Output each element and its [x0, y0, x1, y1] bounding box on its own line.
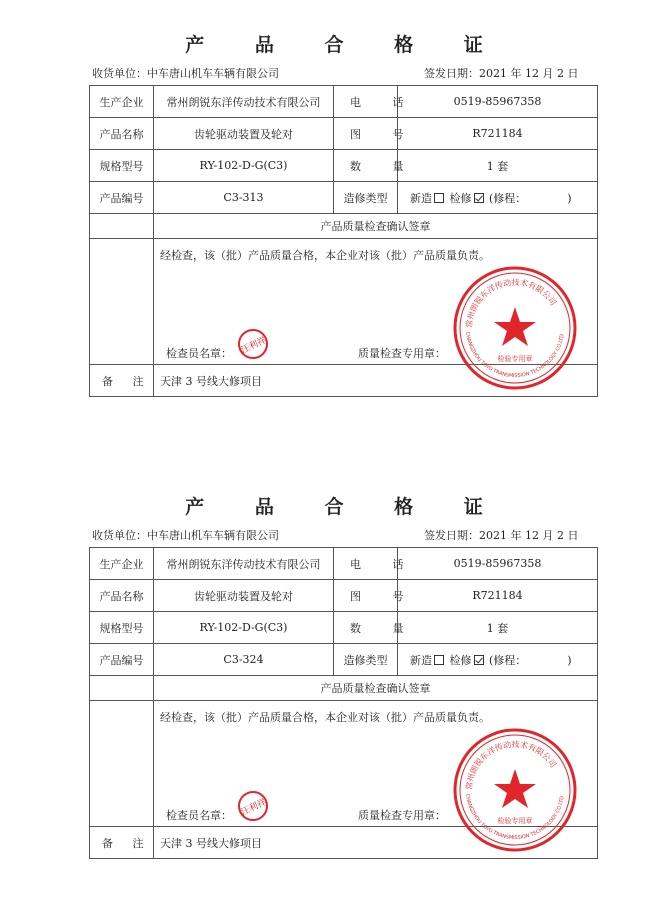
svg-text:汪利祥: 汪利祥 — [239, 335, 269, 357]
quality-statement: 经检查，该（批）产品质量合格，本企业对该（批）产品质量负责。 — [160, 249, 490, 262]
remark-value: 天津 3 号线大修项目 — [154, 365, 598, 397]
table-row — [90, 548, 598, 580]
table-row — [90, 580, 598, 612]
product-name-label: 产品名称 — [90, 580, 154, 612]
recipient-line — [92, 527, 279, 543]
overhaul-checkbox — [474, 655, 484, 665]
company-seal — [452, 727, 578, 853]
serial-label: 产品编号 — [90, 644, 154, 676]
quantity-value: 1 套 — [398, 612, 598, 644]
serial-label: 产品编号 — [90, 182, 154, 214]
table-row — [90, 612, 598, 644]
table-row — [90, 182, 598, 214]
model-value: RY-102-D-G(C3) — [154, 612, 334, 644]
overhaul-label: 检修 — [449, 653, 472, 667]
table-row — [90, 150, 598, 182]
repair-type-value — [398, 182, 598, 214]
repair-process-end: ) — [567, 191, 572, 205]
recipient-label: 收货单位： — [92, 529, 147, 542]
inspector-label: 检查员名章： — [166, 809, 232, 822]
drawing-no-label: 图 号 — [334, 580, 398, 612]
issue-date-label: 签发日期： — [424, 529, 479, 542]
phone-value: 0519-85967358 — [398, 86, 598, 118]
qc-left-spacer — [90, 701, 154, 827]
remark-label: 备 注 — [90, 827, 154, 859]
serial-value: C3-313 — [154, 182, 334, 214]
qc-header: 产品质量检查确认签章 — [154, 214, 598, 239]
model-label: 规格型号 — [90, 612, 154, 644]
new-build-checkbox — [434, 193, 444, 203]
table-row — [90, 676, 598, 701]
remark-value: 天津 3 号线大修项目 — [154, 827, 598, 859]
qc-header-spacer — [90, 676, 154, 701]
company-seal — [452, 265, 578, 391]
qc-seal-label: 质量检查专用章： — [358, 809, 446, 822]
recipient-value: 中车唐山机车车辆有限公司 — [147, 67, 279, 80]
table-row — [90, 214, 598, 239]
issue-date-label: 签发日期： — [424, 67, 479, 80]
manufacturer-label: 生产企业 — [90, 548, 154, 580]
model-value: RY-102-D-G(C3) — [154, 150, 334, 182]
qc-header: 产品质量检查确认签章 — [154, 676, 598, 701]
svg-text:常州朗锐东洋传动技术有限公司: 常州朗锐东洋传动技术有限公司 — [464, 277, 558, 329]
overhaul-label: 检修 — [449, 191, 472, 205]
repair-type-label: 造修类型 — [334, 644, 398, 676]
drawing-no-value: R721184 — [398, 580, 598, 612]
svg-text:检验专用章: 检验专用章 — [497, 355, 533, 363]
repair-process-end: ) — [567, 653, 572, 667]
new-build-label: 新造 — [410, 191, 432, 205]
repair-process-label: (修程： — [489, 191, 527, 205]
repair-process-label: (修程： — [489, 653, 527, 667]
repair-type-label: 造修类型 — [334, 182, 398, 214]
issue-date-value: 2021 年 12 月 2 日 — [479, 529, 579, 542]
manufacturer-label: 生产企业 — [90, 86, 154, 118]
inspector-label: 检查员名章： — [166, 347, 232, 360]
svg-text:CHANGZHOU TOYO TRANSMISSION TE: CHANGZHOU TOYO TRANSMISSION TECHNOLOGY CO.LTD — [464, 331, 566, 380]
remark-label: 备 注 — [90, 365, 154, 397]
manufacturer-value: 常州朗锐东洋传动技术有限公司 — [154, 86, 334, 118]
product-name-value: 齿轮驱动装置及轮对 — [154, 118, 334, 150]
svg-text:常州朗锐东洋传动技术有限公司: 常州朗锐东洋传动技术有限公司 — [464, 739, 558, 791]
inspector-seal — [237, 328, 269, 360]
issue-date-line — [424, 527, 578, 543]
quantity-value: 1 套 — [398, 150, 598, 182]
svg-text:CHANGZHOU TOYO TRANSMISSION TE: CHANGZHOU TOYO TRANSMISSION TECHNOLOGY CO.LTD — [464, 793, 566, 842]
drawing-no-value: R721184 — [398, 118, 598, 150]
phone-label: 电 话 — [334, 548, 398, 580]
table-row — [90, 644, 598, 676]
quantity-label: 数 量 — [334, 612, 398, 644]
table-row — [90, 86, 598, 118]
qc-left-spacer — [90, 239, 154, 365]
table-row — [90, 118, 598, 150]
manufacturer-value: 常州朗锐东洋传动技术有限公司 — [154, 548, 334, 580]
certificate-title: 产 品 合 格 证 — [185, 34, 505, 56]
new-build-checkbox — [434, 655, 444, 665]
svg-text:汪利祥: 汪利祥 — [239, 797, 269, 819]
recipient-value: 中车唐山机车车辆有限公司 — [147, 529, 279, 542]
recipient-line — [92, 65, 279, 81]
drawing-no-label: 图 号 — [334, 118, 398, 150]
overhaul-checkbox — [474, 193, 484, 203]
product-name-label: 产品名称 — [90, 118, 154, 150]
qc-header-spacer — [90, 214, 154, 239]
phone-label: 电 话 — [334, 86, 398, 118]
qc-seal-label: 质量检查专用章： — [358, 347, 446, 360]
quality-statement: 经检查，该（批）产品质量合格，本企业对该（批）产品质量负责。 — [160, 711, 490, 724]
issue-date-value: 2021 年 12 月 2 日 — [479, 67, 579, 80]
issue-date-line — [424, 65, 578, 81]
inspector-seal — [237, 790, 269, 822]
serial-value: C3-324 — [154, 644, 334, 676]
repair-type-value — [398, 644, 598, 676]
product-name-value: 齿轮驱动装置及轮对 — [154, 580, 334, 612]
phone-value: 0519-85967358 — [398, 548, 598, 580]
model-label: 规格型号 — [90, 150, 154, 182]
new-build-label: 新造 — [410, 653, 432, 667]
quantity-label: 数 量 — [334, 150, 398, 182]
certificate-title: 产 品 合 格 证 — [185, 496, 505, 518]
recipient-label: 收货单位： — [92, 67, 147, 80]
svg-text:检验专用章: 检验专用章 — [497, 817, 533, 825]
